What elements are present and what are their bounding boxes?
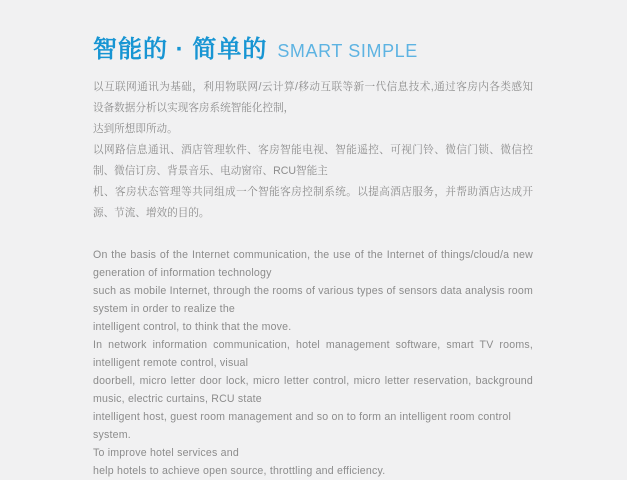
text-line: 以互联网通讯为基础，利用物联网/云计算/移动互联等新一代信息技术,通过客房内各类感知 [93,81,533,93]
text-line: such as mobile Internet, through the rooms of various types of sensors data analysis room [93,285,533,297]
text-line: 制、微信订房、背景音乐、电动窗帘、RCU智能主 [93,165,328,177]
text-line: In network information communication, hotel management software, smart TV rooms, [93,339,533,351]
text-line: 机、客房状态管理等共同组成一个智能客房控制系统。以提高酒店服务，并帮助酒店达成开 [93,186,533,198]
content-column [93,29,533,480]
text-line: generation of information technology [93,267,272,279]
text-line: doorbell, micro letter door lock, micro letter control, micro letter reservation, background [93,375,533,387]
text-line: On the basis of the Internet communication, the use of the Internet of things/cloud/a new [93,249,533,261]
section-title [93,29,533,64]
text-line: intelligent remote control, visual [93,357,249,369]
text-line: music, electric curtains, RCU state [93,393,262,405]
text-line: To improve hotel services and [93,447,239,459]
text-line: help hotels to achieve open source, throttling and efficiency. [93,465,386,477]
paragraph-zh [93,77,533,224]
text-line: 达到所想即所动。 [93,123,178,135]
text-line: system in order to realize the [93,303,236,315]
text-line: intelligent host, guest room management and so on to form an intelligent room control system. [93,411,512,441]
paragraph-en [93,246,533,480]
text-line: 源、节流、增效的目的。 [93,207,210,219]
section-title-en: SMART SIMPLE [277,41,418,61]
text-line: intelligent control, to think that the move. [93,321,292,333]
text-line: 设备数据分析以实现客房系统智能化控制， [93,102,295,114]
body-text [93,77,533,480]
section-title-zh: 智能的 · 简单的 [93,36,268,63]
text-line: 以网路信息通讯、酒店管理软件、客房智能电视、智能遥控、可视门铃、微信门锁、微信控 [93,144,533,156]
